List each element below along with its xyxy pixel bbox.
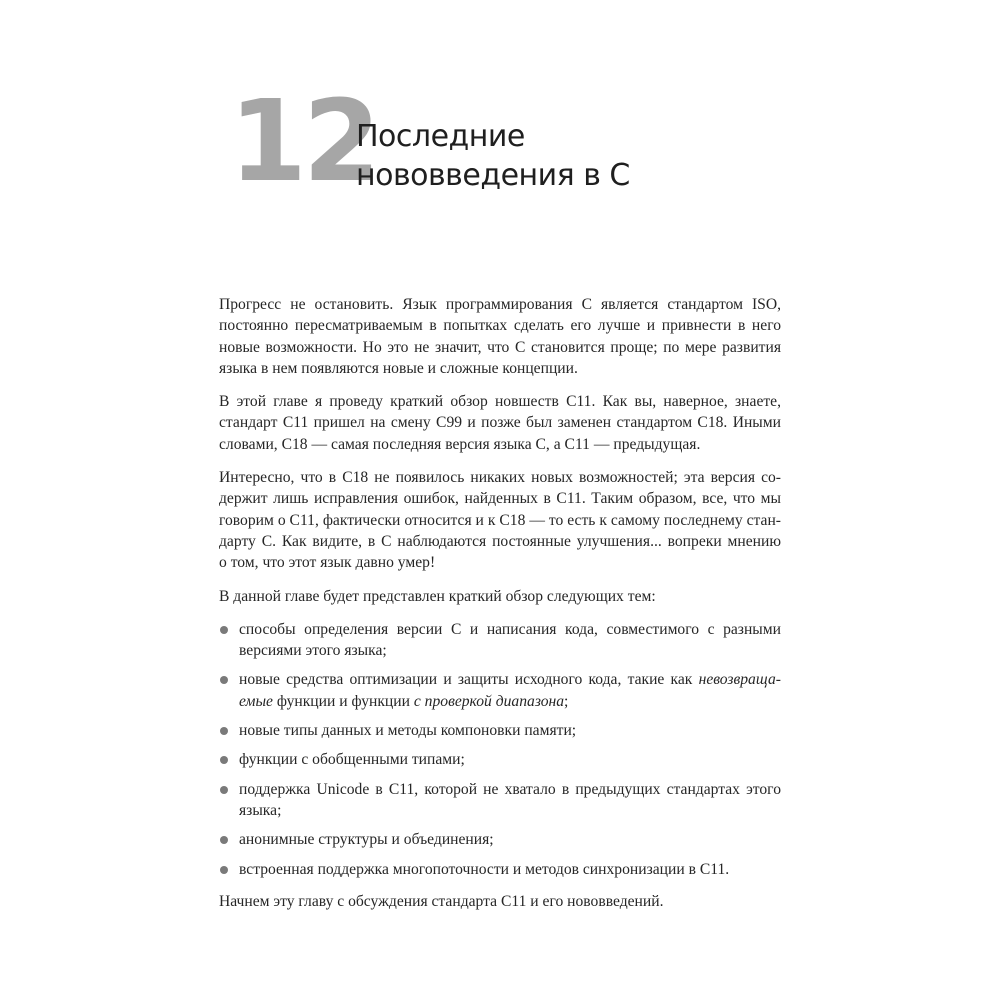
text-line: Начнем эту главу с обсуждения стандарта С11 и его нововведений. (219, 892, 664, 910)
text-line (239, 669, 781, 690)
list-item (219, 829, 781, 850)
list-item (219, 619, 781, 662)
bullet-icon (220, 786, 228, 794)
bullet-icon (220, 866, 228, 874)
text-line: Прогресс не остановить. Язык программирования С является стандартом ISO, (219, 296, 781, 313)
closing-paragraph (219, 891, 781, 912)
text-line (239, 691, 781, 712)
chapter-title-line: нововведения в С (356, 158, 630, 193)
list-item (219, 720, 781, 741)
chapter-title-line: Последние (356, 119, 525, 154)
text-line: о том, что этот язык давно умер! (219, 554, 436, 572)
italic-term: невозвраща- (698, 671, 781, 689)
c18-paragraph (219, 467, 781, 573)
text-line: языка в нем появляются новые и сложные концепции. (219, 359, 578, 377)
text-run: ; (564, 692, 569, 710)
text-line: анонимные структуры и объединения; (239, 831, 494, 849)
text-line: новые возможности. Но это не значит, что С становится проще; по мере развития (219, 338, 781, 356)
text-line: поддержка Unicode в С11, которой не хватало в предыдущих стандартах этого (239, 780, 781, 798)
text-line: стандарт С11 пришел на смену С99 и позже был заменен стандартом С18. Иными (219, 414, 781, 432)
text-line: словами, С18 — самая последняя версия языка С, а С11 — предыдущая. (219, 435, 701, 453)
text-line: встроенная поддержка многопоточности и методов синхронизации в С11. (239, 860, 730, 878)
chapter-body (219, 294, 781, 924)
bullet-icon (220, 626, 228, 634)
text-line: функции с обобщенными типами; (239, 751, 465, 769)
italic-term: с проверкой диапазона (413, 692, 565, 710)
bullet-icon (220, 676, 228, 684)
text-line: Интересно, что в С18 не появилось никаких новых возможностей; эта версия со- (219, 469, 781, 487)
bullet-icon (220, 727, 228, 735)
text-line: В этой главе я проведу краткий обзор новшеств С11. Как вы, наверное, знаете, (219, 393, 781, 411)
chapter-number: 12 (229, 77, 377, 207)
bullet-icon (220, 756, 228, 764)
list-item (219, 669, 781, 712)
intro-paragraph (219, 294, 781, 379)
text-line: новые типы данных и методы компоновки памяти; (239, 722, 577, 740)
text-line: дарту С. Как видите, в С наблюдаются постоянные улучшения... вопреки мнению (219, 532, 781, 550)
overview-paragraph (219, 391, 781, 455)
chapter-title (356, 117, 630, 195)
bullet-icon (220, 836, 228, 844)
text-line: способы определения версии С и написания кода, совместимого с разными (239, 620, 781, 638)
text-line: держит лишь исправления ошибок, найденных в С11. Таким образом, все, что мы (219, 490, 781, 508)
text-line: версиями этого языка; (239, 642, 387, 660)
topics-list (219, 619, 781, 880)
list-item (219, 859, 781, 880)
list-item (219, 779, 781, 822)
italic-term: емые (239, 692, 273, 710)
list-item (219, 749, 781, 770)
text-line: В данной главе будет представлен краткий обзор следующих тем: (219, 587, 656, 605)
text-run: новые средства оптимизации и защиты исходного кода, такие как (239, 671, 699, 689)
text-line: постоянно пересматриваемым в попытках сделать его лучше и привнести в него (219, 317, 781, 335)
text-line: языка; (239, 801, 282, 819)
text-line: говорим о С11, фактически относится и к С18 — то есть к самому последнему стан- (219, 511, 781, 529)
text-run: функции и функции (272, 692, 414, 710)
topics-intro-paragraph (219, 586, 781, 607)
